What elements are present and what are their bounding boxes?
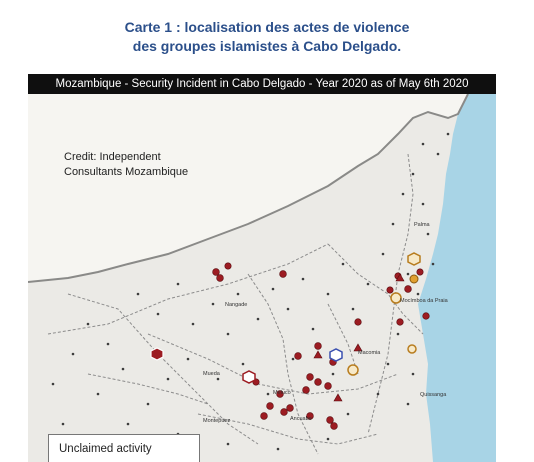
map-caption <box>0 18 534 56</box>
caption-line-1: Carte 1 : localisation des actes de violence <box>124 19 410 35</box>
credit-line-1: Credit: Independent <box>64 151 161 163</box>
sea-area <box>418 94 496 462</box>
place-montepuez: Montepuez <box>203 418 231 424</box>
place-mueda: Mueda <box>203 371 220 377</box>
place-palma: Palma <box>414 222 430 228</box>
tanzania-area <box>28 94 468 282</box>
incident-markers <box>213 263 430 430</box>
place-mocimboa: Mocímboa da Praia <box>400 298 448 304</box>
legend-box <box>48 434 200 462</box>
map-credit <box>64 150 188 180</box>
legend-label: Unclaimed activity <box>59 443 152 455</box>
map-frame[interactable] <box>28 74 496 462</box>
place-meluco: Meluco <box>273 390 291 396</box>
place-quissanga: Quissanga <box>420 392 447 398</box>
credit-line-2: Consultants Mozambique <box>64 166 189 178</box>
place-ancuabe: Ancuabe <box>290 416 312 422</box>
place-macomia: Macomia <box>358 350 381 356</box>
caption-line-2: des groupes islamistes à Cabo Delgado. <box>132 38 402 54</box>
map-header: Mozambique - Security Incident in Cabo Delgado - Year 2020 as of May 6th 2020 <box>28 74 496 94</box>
place-nangade: Nangade <box>225 302 248 308</box>
